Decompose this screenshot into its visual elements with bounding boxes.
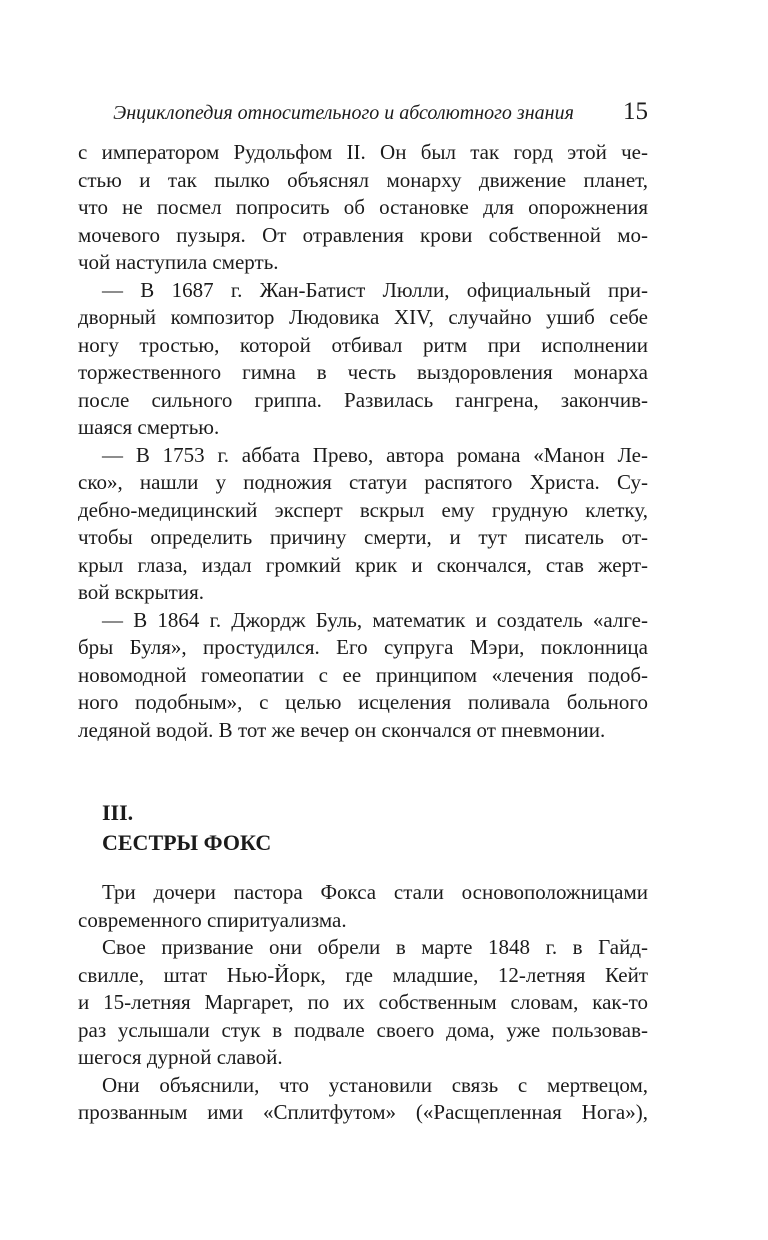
text-line: мочевого пузыря. От отравления крови собственной мо- — [78, 222, 648, 247]
text-line: и 15-летняя Маргарет, по их собственным словам, как-то — [78, 990, 648, 1014]
text-line: чой наступила смерть. — [78, 250, 279, 274]
text-line: раз услышали стук в подвале своего дома, уже пользовав- — [78, 1017, 648, 1042]
text-line: дворный композитор Людовика XIV, случайно ушиб себе — [78, 305, 648, 329]
text-line: прозванным ими «Сплитфутом» («Расщепленная Нога»), — [78, 1100, 648, 1124]
paragraph — [78, 442, 648, 607]
text-line: шегося дурной славой. — [78, 1045, 283, 1069]
running-header — [78, 99, 648, 125]
text-line: с императором Рудольфом II. Он был так горд этой че- — [78, 140, 648, 164]
paragraph — [78, 277, 648, 442]
text-line: Они объяснили, что установили связь с мертвецом, — [102, 1072, 648, 1097]
text-line: современного спиритуализма. — [78, 907, 347, 932]
text-line: Три дочери пастора Фокса стали основоположницами — [102, 880, 648, 904]
text-line: ско», нашли у подножия статуи распятого Христа. Су- — [78, 470, 648, 494]
paragraph — [78, 607, 648, 745]
section-number: III. — [102, 800, 134, 825]
text-line: — В 1864 г. Джордж Буль, математик и создатель «алге- — [102, 607, 648, 632]
text-line: ногу тростью, которой отбивал ритм при исполнении — [78, 332, 648, 357]
paragraph — [78, 1072, 648, 1127]
text-line: ледяной водой. В тот же вечер он скончался от пневмонии. — [78, 717, 606, 742]
text-line: вой вскрытия. — [78, 580, 205, 604]
text-line: после сильного гриппа. Развилась гангрена, закончив- — [78, 387, 648, 412]
body-text-top — [78, 139, 648, 744]
text-line: бры Буля», простудился. Его супруга Мэри, поклонница — [78, 635, 648, 659]
text-line: Свое призвание они обрели в марте 1848 г. в Гайд- — [102, 935, 648, 959]
running-title: Энциклопедия относительного и абсолютного знания — [113, 102, 574, 124]
text-line: шаяся смертью. — [78, 415, 220, 439]
text-line: — В 1753 г. аббата Прево, автора романа «Манон Ле- — [102, 442, 648, 467]
section-title: СЕСТРЫ ФОКС — [102, 830, 272, 855]
text-line: ного подобным», с целью исцеления поливала больного — [78, 690, 648, 714]
text-line: свилле, штат Нью-Йорк, где младшие, 12-летняя Кейт — [78, 962, 648, 987]
text-line: крыл глаза, издал громкий крик и скончался, став жерт- — [78, 552, 648, 577]
text-line: чтобы определить причину смерти, и тут писатель от- — [78, 525, 648, 549]
text-line: — В 1687 г. Жан-Батист Люлли, официальный при- — [102, 277, 648, 302]
text-line: новомодной гомеопатии с ее принципом «лечения подоб- — [78, 662, 648, 687]
text-line: торжественного гимна в честь выздоровления монарха — [78, 360, 648, 384]
text-line: стью и так пылко объяснял монарху движение планет, — [78, 167, 648, 192]
paragraph — [78, 879, 648, 934]
page-number: 15 — [623, 98, 648, 125]
text-line: дебно-медицинский эксперт вскрыл ему грудную клетку, — [78, 497, 648, 522]
text-line: что не посмел попросить об остановке для опорожнения — [78, 195, 648, 219]
paragraph — [78, 934, 648, 1072]
section-heading — [78, 798, 648, 858]
paragraph — [78, 139, 648, 277]
body-text-bottom — [78, 879, 648, 1127]
